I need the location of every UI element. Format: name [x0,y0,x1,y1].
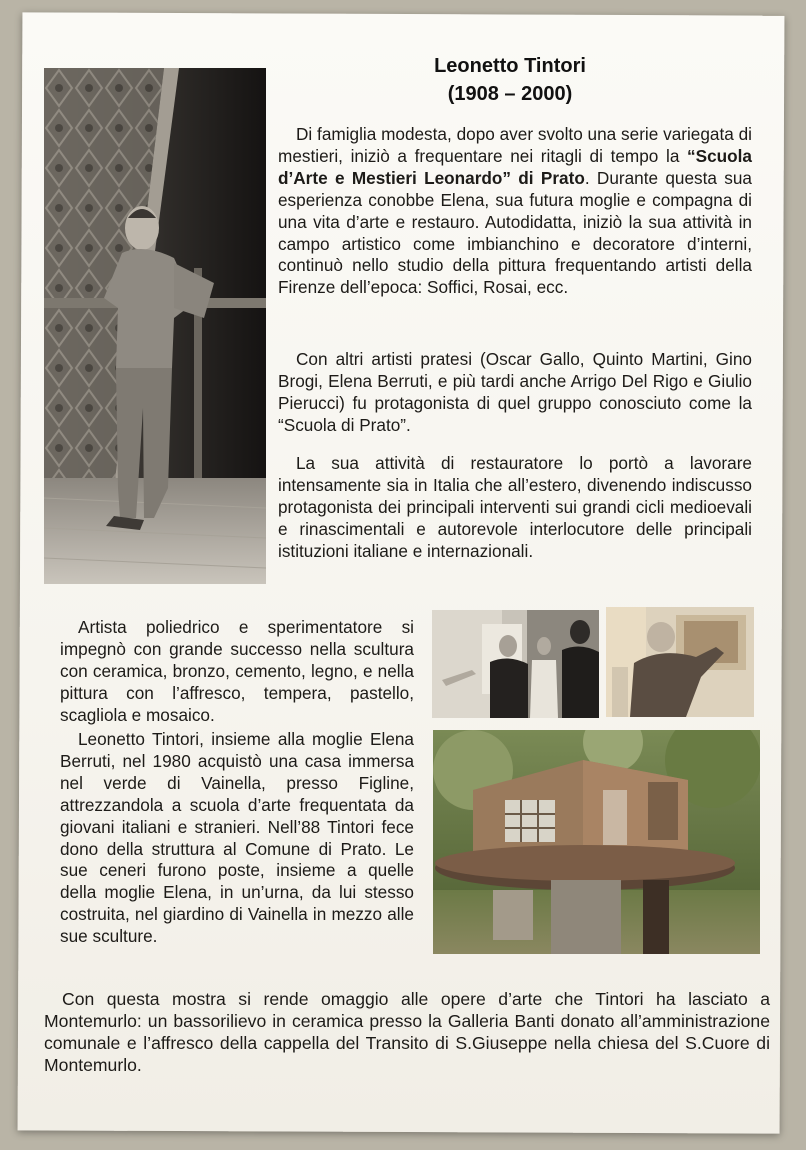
biography-text: Di famiglia modesta, dopo aver svolto una serie variegata di mestieri, iniziò a frequentare nei ritagli di tempo la [278,124,752,166]
closing-paragraph: Con questa mostra si rende omaggio alle opere d’arte che Tintori ha lasciato a Montemurlo: un bassorilievo in ceramica presso la Galleria Banti donato all’amministrazione comunale e l’affresco della cappella del Transito di S.Giuseppe nella chiesa del S.Cuore di Montemurlo. [44,989,770,1075]
vainella-paragraph: Leonetto Tintori, insieme alla moglie Elena Berruti, nel 1980 acquistò una casa immersa nel verde di Vainella, presso Figline, attrezzandola a scuola d’arte frequentata da giovani italiani e stranieri. Nell’88 Tintori fece dono della struttura al Comune di Prato. Le sue ceneri furono poste, insieme a quelle della moglie Elena, in un’urna, da lui stesso costruita, nel giardino di Vainella in mezzo alle sue sculture. [60,729,414,947]
restoration-paragraph: La sua attività di restauratore lo portò a lavorare intensamente sia in Italia che all’estero, divenendo indiscusso protagonista dei principali interventi sui grandi cicli medioevali e rinascimentali e autorevole interlocutore delle principali istituzioni italiane e internazionali. [278,453,752,561]
scuola-di-prato-paragraph: Con altri artisti pratesi (Oscar Gallo, Quinto Martini, Gino Brogi, Elena Berruti, e più tardi anche Arrigo Del Rigo e Giulio Pierucci) fu protagonista di quel gruppo conosciuto come la “Scuola di Prato”. [278,349,752,435]
school-name-emphasis: “Scuola d’Arte e Mestieri Leonardo” di Prato [278,145,752,188]
sculpture-house-photo [433,730,760,954]
painting-photo [606,607,754,717]
page-title: Leonetto Tintori [434,55,586,77]
page-subtitle-years: (1908 – 2000) [447,83,573,105]
portrait-photo [44,68,266,584]
biography-paragraph-1 [278,124,752,299]
artist-paragraph: Artista poliedrico e sperimentatore si impegnò con grande successo nella scultura con ceramica, bronzo, cemento, legno, e nella pittura con l’affresco, tempera, pastello, scagliola e mosaico. [60,617,414,725]
biography-text-continued: . Durante questa sua esperienza conobbe Elena, sua futura moglie e compagna di una vita d’arte e restauro. Autodidatta, iniziò la sua attività in campo artistico come imbianchino e decoratore d’interni, continuò nello studio della pittura frequentando artisti della Firenze dell’epoca: Soffici, Rosai, ecc. [278,167,752,298]
group-photo [432,610,599,718]
